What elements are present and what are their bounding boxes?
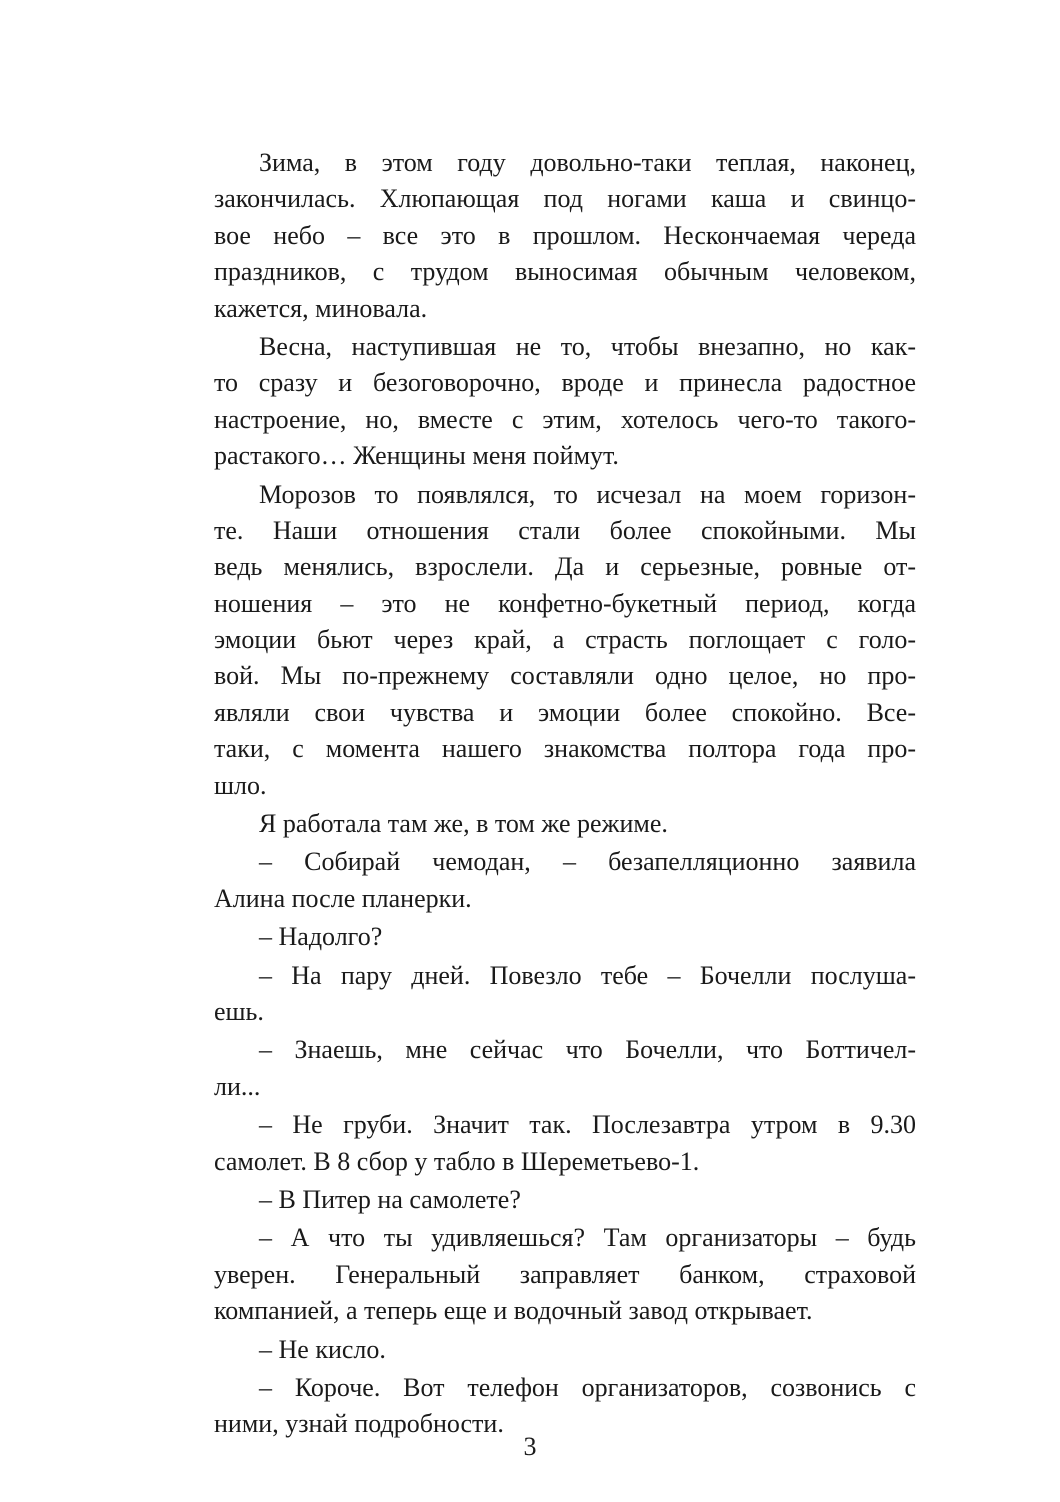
text-line: таки, с момента нашего знакомства полтора года про- — [214, 734, 916, 764]
text-line: – На пару дней. Повезло тебе – Бочелли послуша- — [259, 960, 916, 990]
text-line: Весна, наступившая не то, чтобы внезапно, но как- — [259, 331, 916, 361]
dialogue-line — [214, 1107, 916, 1180]
paragraph — [214, 806, 916, 842]
text-line: Я работала там же, в том же режиме. — [259, 809, 668, 839]
paragraph — [214, 329, 916, 475]
text-line: вое небо – все это в прошлом. Нескончаемая череда — [214, 220, 916, 250]
dialogue-line — [214, 919, 916, 955]
text-line: ведь менялись, взрослели. Да и серьезные, ровные от- — [214, 552, 916, 582]
text-line: кажется, миновала. — [214, 293, 428, 323]
text-line: ношения – это не конфетно-букетный период, когда — [214, 588, 916, 618]
text-line: растакого… Женщины меня поймут. — [214, 441, 619, 471]
dialogue-line — [214, 1220, 916, 1329]
text-line: компанией, а теперь еще и водочный завод открывает. — [214, 1296, 813, 1326]
text-line: Зима, в этом году довольно-таки теплая, наконец, — [259, 148, 916, 177]
text-line: вой. Мы по-прежнему составляли одно целое, но про- — [214, 661, 916, 691]
text-line: – А что ты удивляешься? Там организаторы – будь — [259, 1223, 916, 1253]
paragraph — [214, 145, 916, 327]
text-line: эмоции бьют через край, а страсть поглощает с голо- — [214, 625, 916, 655]
dialogue-line — [214, 958, 916, 1031]
text-line: ними, узнай подробности. — [214, 1409, 504, 1439]
text-line: то сразу и безоговорочно, вроде и принесла радостное — [214, 368, 916, 398]
text-line: – Надолго? — [259, 922, 383, 952]
text-line: Морозов то появлялся, то исчезал на моем горизон- — [259, 479, 916, 509]
text-line: – В Питер на самолете? — [259, 1184, 521, 1214]
text-line: самолет. В 8 сбор у табло в Шереметьево-1. — [214, 1146, 700, 1176]
text-line: – Не груби. Значит так. Послезавтра утром в 9.30 — [259, 1110, 916, 1140]
dialogue-line — [214, 1332, 916, 1368]
text-line: праздников, с трудом выносимая обычным человеком, — [214, 257, 916, 287]
text-line: шло. — [214, 770, 267, 800]
text-line: уверен. Генеральный заправляет банком, страховой — [214, 1259, 916, 1289]
text-line: ли... — [214, 1071, 261, 1101]
text-line: настроение, но, вместе с этим, хотелось чего-то такого- — [214, 404, 916, 434]
text-line: Алина после планерки. — [214, 883, 472, 913]
page-number: 3 — [523, 1432, 537, 1461]
text-line: те. Наши отношения стали более спокойными. Мы — [214, 515, 916, 545]
paragraph — [214, 477, 916, 805]
text-line: являли свои чувства и эмоции более спокойно. Все- — [214, 697, 916, 727]
dialogue-line — [214, 1182, 916, 1218]
text-line: закончилась. Хлюпающая под ногами каша и свинцо- — [214, 184, 916, 214]
dialogue-line — [214, 1032, 916, 1105]
text-line: – Короче. Вот телефон организаторов, созвонись с — [259, 1372, 916, 1402]
text-line: – Не кисло. — [259, 1334, 386, 1364]
page-body — [214, 145, 916, 1445]
text-line: ешь. — [214, 996, 264, 1026]
text-line: – Собирай чемодан, – безапелляционно заявила — [259, 847, 916, 877]
dialogue-line — [214, 844, 916, 917]
text-line: – Знаешь, мне сейчас что Бочелли, что Боттичел- — [259, 1035, 916, 1065]
